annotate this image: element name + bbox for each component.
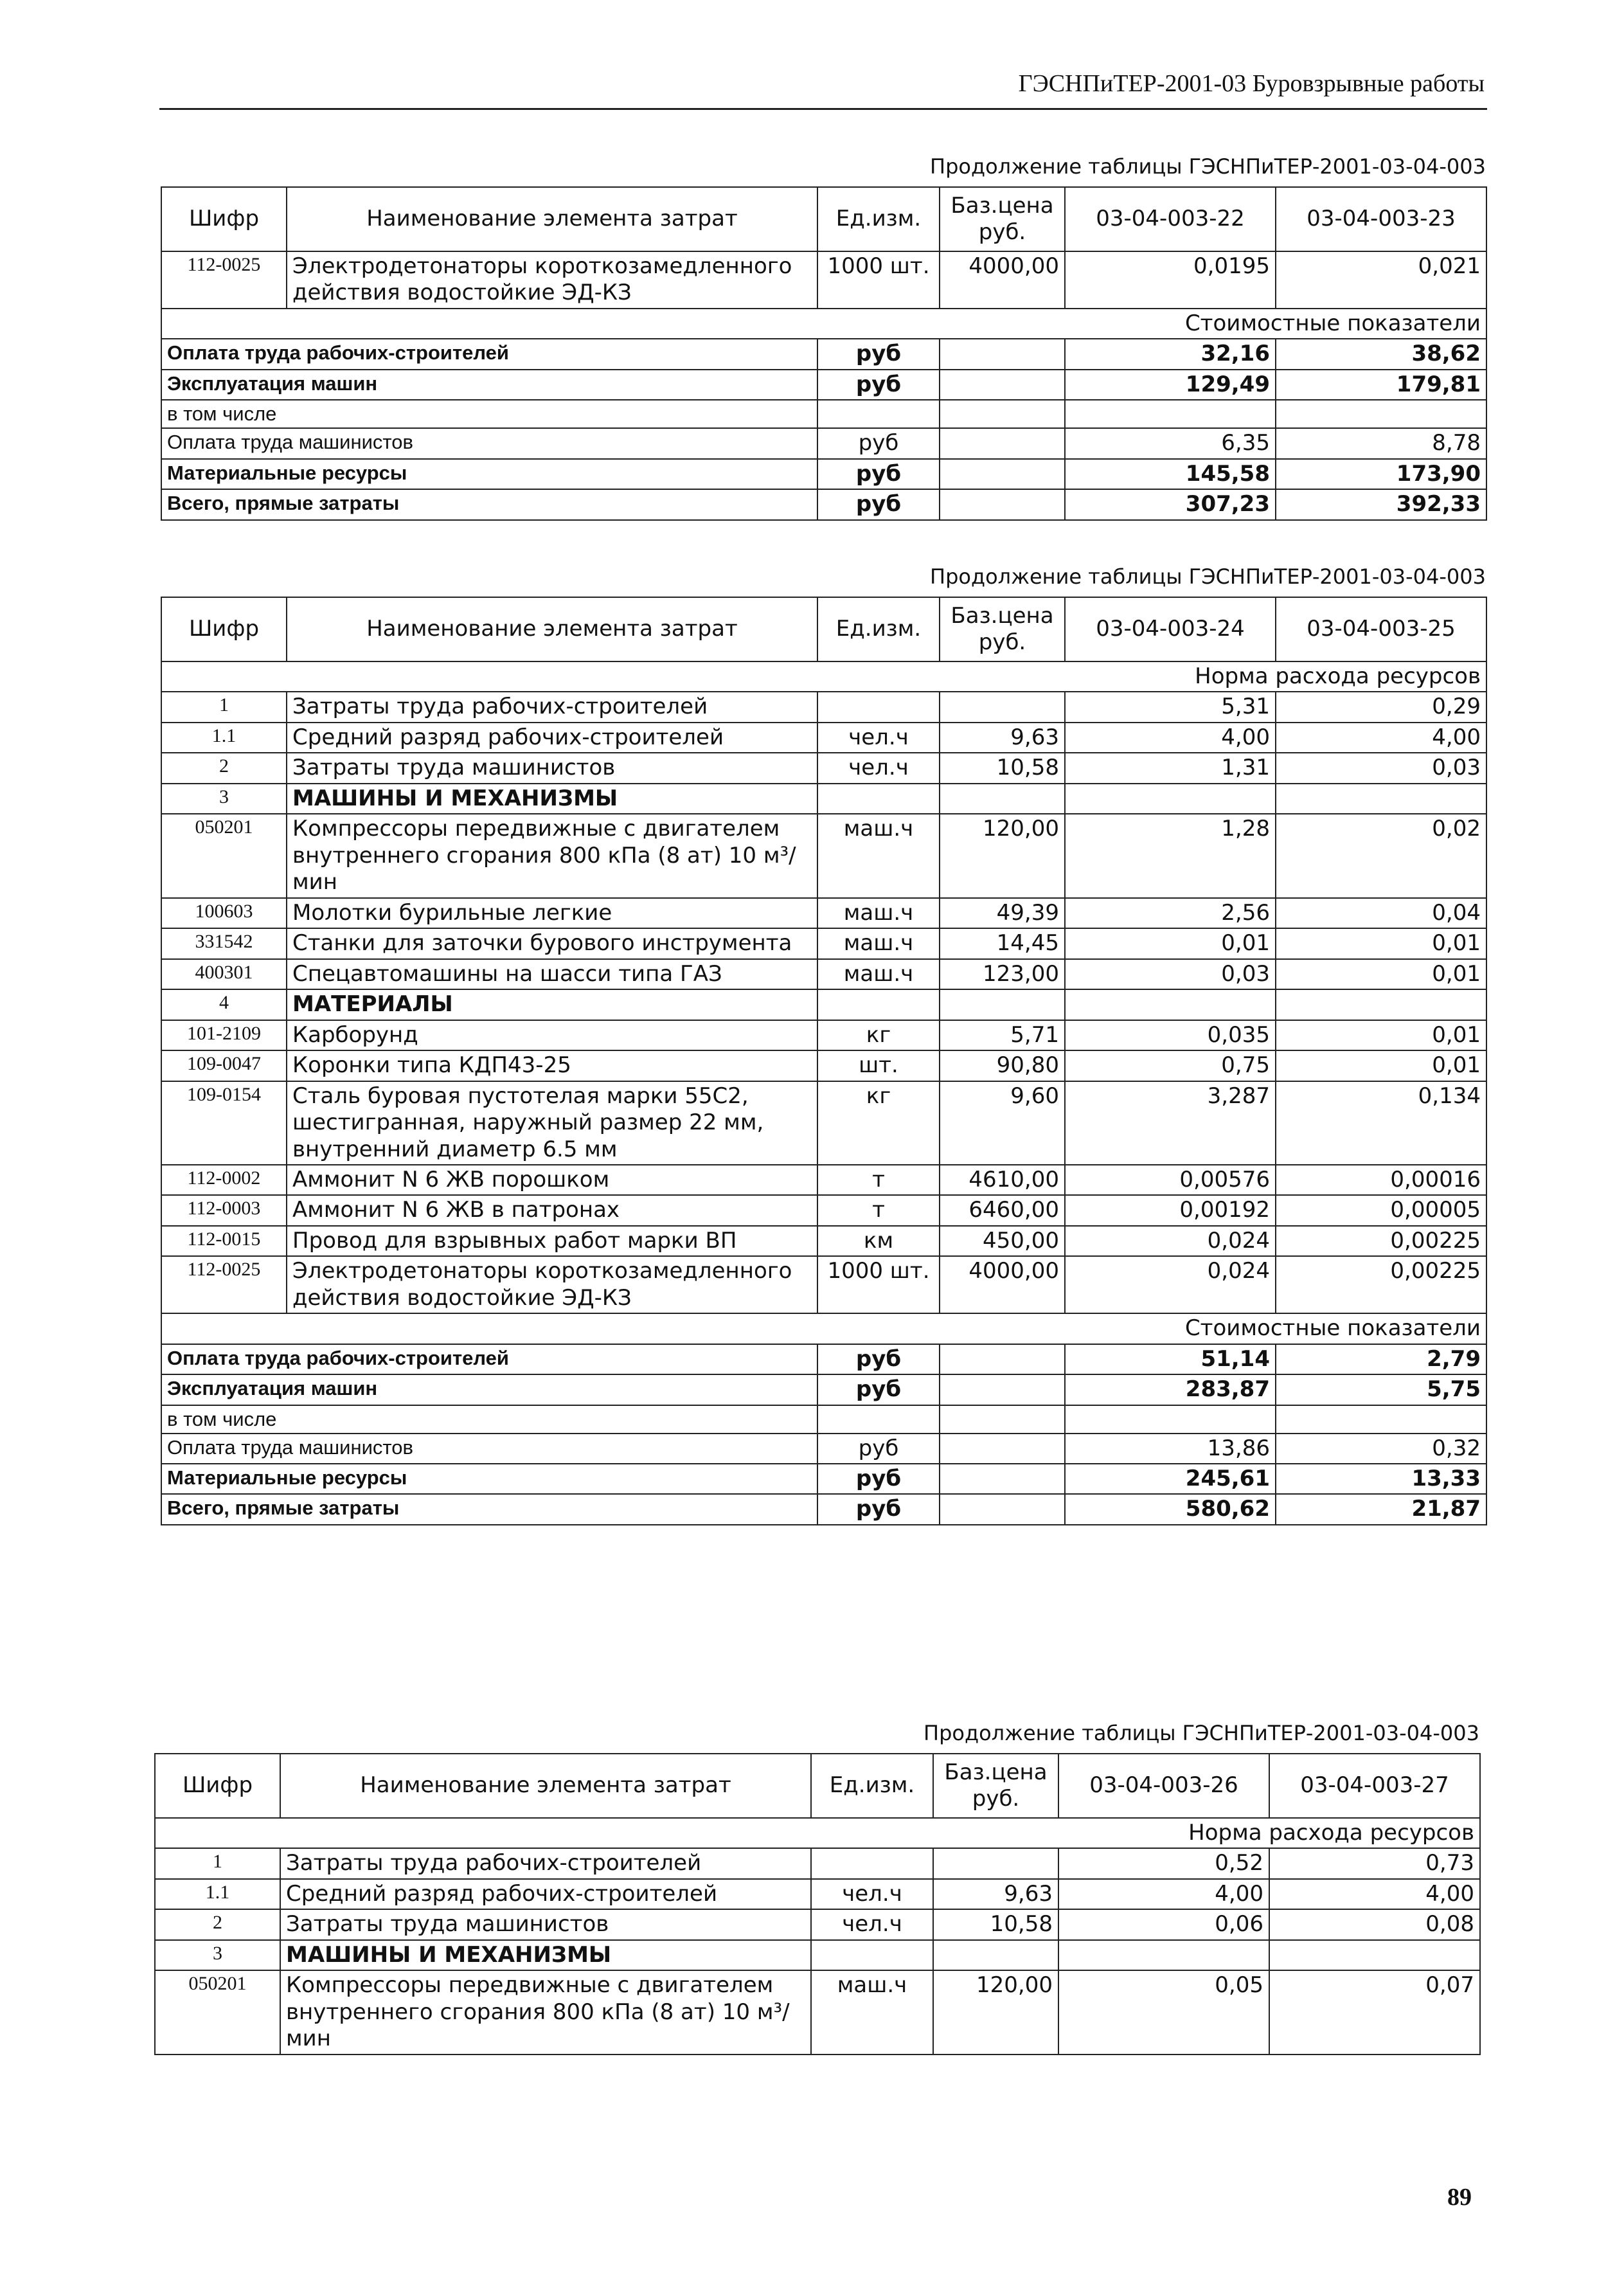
table-row [155,1909,1480,1939]
table-row [155,1879,1480,1909]
row-price: 14,45 [940,928,1065,958]
cost-label: Материальные ресурсы [161,1464,817,1494]
cost-price-empty [940,1405,1065,1434]
row-code: 050201 [155,1970,280,2054]
row-value-b: 0,07 [1269,1970,1480,2054]
row-code: 112-0025 [161,1256,287,1313]
row-code: 331542 [161,928,287,958]
row-code: 050201 [161,814,287,897]
row-price: 90,80 [940,1050,1065,1081]
cost-unit: руб [817,1344,940,1374]
cost-value-b: 38,62 [1276,339,1486,369]
row-value-b: 0,00016 [1276,1165,1486,1195]
row-price: 10,58 [940,753,1065,783]
row-value-a [1065,784,1276,814]
cost-label: Всего, прямые затраты [161,1494,817,1524]
row-code: 3 [161,784,287,814]
col-unit-header: Ед.изм. [811,1754,933,1818]
row-code: 4 [161,989,287,1020]
cost-unit: руб [817,1374,940,1405]
col-code-header: Шифр [161,597,287,661]
col-b-header: 03-04-003-23 [1276,187,1486,251]
row-price: 9,63 [933,1879,1058,1909]
cost-value-a: 129,49 [1065,370,1276,400]
cost-value-b: 173,90 [1276,459,1486,489]
cost-value-a: 145,58 [1065,459,1276,489]
row-code: 112-0025 [161,251,287,309]
cost-value-b [1276,400,1486,428]
cost-value-b: 179,81 [1276,370,1486,400]
row-value-a: 0,00192 [1065,1195,1276,1225]
row-price [933,1848,1058,1878]
row-unit: т [817,1195,940,1225]
cost-unit: руб [817,1434,940,1464]
row-name: Средний разряд рабочих-строителей [287,723,817,753]
cost-price-empty [940,1344,1065,1374]
row-code: 112-0015 [161,1226,287,1256]
cost-label: Оплата труда машинистов [161,428,817,458]
row-price: 120,00 [933,1970,1058,2054]
cost-row-machines [161,370,1486,400]
cost-value-a: 580,62 [1065,1494,1276,1524]
row-name: МАШИНЫ И МЕХАНИЗМЫ [280,1940,811,1970]
row-unit: чел.ч [811,1879,933,1909]
row-name: Станки для заточки бурового инструмента [287,928,817,958]
row-value-a: 0,06 [1058,1909,1269,1939]
cost-row-operators [161,428,1486,458]
row-value-a: 2,56 [1065,898,1276,928]
cost-value-a: 13,86 [1065,1434,1276,1464]
row-price: 9,60 [940,1081,1065,1165]
table-row [155,1970,1480,2054]
table-row [161,1195,1486,1225]
cost-price-empty [940,1374,1065,1405]
row-value-b: 0,01 [1276,1020,1486,1050]
row-unit [817,692,940,722]
row-code: 2 [155,1909,280,1939]
row-name: Затраты труда машинистов [287,753,817,783]
cost-unit: руб [817,489,940,519]
cost-label: в том числе [161,1405,817,1434]
norm-section-header: Норма расхода ресурсов [155,1818,1480,1848]
row-unit: км [817,1226,940,1256]
row-price: 6460,00 [940,1195,1065,1225]
col-price-header: Баз.цена руб. [933,1754,1058,1818]
cost-price-empty [940,489,1065,519]
row-code: 100603 [161,898,287,928]
cost-price-empty [940,1434,1065,1464]
row-value-b: 0,01 [1276,1050,1486,1081]
cost-row-materials [161,1464,1486,1494]
cost-value-a [1065,1405,1276,1434]
cost-row-labor [161,339,1486,369]
cost-row-labor [161,1344,1486,1374]
cost-section-header: Стоимостные показатели [161,1313,1486,1344]
table3-caption: Продолжение таблицы ГЭСНПиТЕР-2001-03-04-003 [924,1721,1479,1745]
row-value-b: 0,00225 [1276,1256,1486,1313]
table2 [161,597,1487,1525]
row-name: Спецавтомашины на шасси типа ГАЗ [287,959,817,989]
cost-price-empty [940,370,1065,400]
cost-value-a: 283,87 [1065,1374,1276,1405]
norm-section-header: Норма расхода ресурсов [161,661,1486,692]
table-row [161,1165,1486,1195]
row-price: 5,71 [940,1020,1065,1050]
row-value-a [1065,989,1276,1020]
table-row [161,1226,1486,1256]
row-unit [817,989,940,1020]
cost-value-a: 6,35 [1065,428,1276,458]
col-name-header: Наименование элемента затрат [287,187,817,251]
row-value-a: 1,28 [1065,814,1276,897]
table-row [161,898,1486,928]
row-unit [817,784,940,814]
row-name: Аммонит N 6 ЖВ порошком [287,1165,817,1195]
row-value-b: 0,29 [1276,692,1486,722]
cost-value-a [1065,400,1276,428]
row-price [940,989,1065,1020]
table-row [161,928,1486,958]
row-value-a: 5,31 [1065,692,1276,722]
col-code-header: Шифр [161,187,287,251]
table-row [155,1848,1480,1878]
row-unit: 1000 шт. [817,1256,940,1313]
row-unit: шт. [817,1050,940,1081]
row-name: МАШИНЫ И МЕХАНИЗМЫ [287,784,817,814]
cost-unit: руб [817,370,940,400]
row-unit [811,1940,933,1970]
row-name: МАТЕРИАЛЫ [287,989,817,1020]
cost-value-a: 307,23 [1065,489,1276,519]
row-name: Электродетонаторы короткозамедленного действия водостойкие ЭД-КЗ [287,251,817,309]
cost-value-a: 51,14 [1065,1344,1276,1374]
col-unit-header: Ед.изм. [817,597,940,661]
row-value-b: 0,01 [1276,959,1486,989]
table-row [161,814,1486,897]
row-unit: кг [817,1081,940,1165]
row-name: Компрессоры передвижные с двигателем внутреннего сгорания 800 кПа (8 ат) 10 м³/мин [280,1970,811,2054]
cost-unit: руб [817,459,940,489]
cost-unit: руб [817,339,940,369]
cost-label: Эксплуатация машин [161,370,817,400]
table-row [161,753,1486,783]
table1-caption: Продолжение таблицы ГЭСНПиТЕР-2001-03-04-003 [930,154,1486,179]
row-value-a: 4,00 [1058,1879,1269,1909]
row-name: Средний разряд рабочих-строителей [280,1879,811,1909]
row-value-b: 0,08 [1269,1909,1480,1939]
cost-price-empty [940,1494,1065,1524]
cost-price-empty [940,400,1065,428]
col-name-header: Наименование элемента затрат [287,597,817,661]
row-name: Карборунд [287,1020,817,1050]
col-a-header: 03-04-003-24 [1065,597,1276,661]
row-name: Молотки бурильные легкие [287,898,817,928]
row-unit: кг [817,1020,940,1050]
row-price: 10,58 [933,1909,1058,1939]
cost-row-including [161,1405,1486,1434]
col-name-header: Наименование элемента затрат [280,1754,811,1818]
row-code: 112-0002 [161,1165,287,1195]
col-price-header: Баз.цена руб. [940,187,1065,251]
col-a-header: 03-04-003-22 [1065,187,1276,251]
col-price-header: Баз.цена руб. [940,597,1065,661]
row-name: Компрессоры передвижные с двигателем внутреннего сгорания 800 кПа (8 ат) 10 м³/мин [287,814,817,897]
row-value-a: 0,52 [1058,1848,1269,1878]
row-name: Аммонит N 6 ЖВ в патронах [287,1195,817,1225]
cost-value-b: 5,75 [1276,1374,1486,1405]
table2-caption: Продолжение таблицы ГЭСНПиТЕР-2001-03-04-003 [930,564,1486,589]
row-price: 4000,00 [940,251,1065,309]
row-code: 3 [155,1940,280,1970]
cost-unit [817,1405,940,1434]
row-value-b [1269,1940,1480,1970]
table3 [154,1753,1481,2055]
row-code: 400301 [161,959,287,989]
row-value-b: 0,021 [1276,251,1486,309]
row-value-b: 0,02 [1276,814,1486,897]
row-value-a: 0,05 [1058,1970,1269,2054]
cost-unit: руб [817,1464,940,1494]
cost-price-empty [940,459,1065,489]
row-name: Сталь буровая пустотелая марки 55С2, шестигранная, наружный размер 22 мм, внутренний диаметр 6.5 мм [287,1081,817,1165]
row-value-a [1058,1940,1269,1970]
row-unit: т [817,1165,940,1195]
row-value-a: 1,31 [1065,753,1276,783]
table1 [161,186,1487,521]
table-row [161,1020,1486,1050]
table-row [161,784,1486,814]
row-price: 9,63 [940,723,1065,753]
cost-label: Оплата труда рабочих-строителей [161,1344,817,1374]
row-value-b: 0,00225 [1276,1226,1486,1256]
row-price: 49,39 [940,898,1065,928]
cost-unit: руб [817,428,940,458]
row-code: 1.1 [155,1879,280,1909]
cost-value-b: 21,87 [1276,1494,1486,1524]
cost-value-b [1276,1405,1486,1434]
row-unit: чел.ч [817,723,940,753]
row-price [940,692,1065,722]
row-value-a: 0,75 [1065,1050,1276,1081]
row-value-b: 0,03 [1276,753,1486,783]
page-number: 89 [1447,2184,1472,2211]
cost-row-total [161,489,1486,519]
row-name: Затраты труда машинистов [280,1909,811,1939]
row-name: Электродетонаторы короткозамедленного действия водостойкие ЭД-КЗ [287,1256,817,1313]
row-price [940,784,1065,814]
cost-row-including [161,400,1486,428]
cost-label: Оплата труда рабочих-строителей [161,339,817,369]
col-b-header: 03-04-003-25 [1276,597,1486,661]
row-value-b: 0,01 [1276,928,1486,958]
table-row [161,251,1486,309]
cost-section-header: Стоимостные показатели [161,309,1486,339]
row-code: 2 [161,753,287,783]
table-row [161,692,1486,722]
cost-value-a: 32,16 [1065,339,1276,369]
row-price: 4000,00 [940,1256,1065,1313]
row-code: 1.1 [161,723,287,753]
col-b-header: 03-04-003-27 [1269,1754,1480,1818]
cost-label: в том числе [161,400,817,428]
row-unit: маш.ч [817,959,940,989]
row-name: Затраты труда рабочих-строителей [287,692,817,722]
row-code: 1 [161,692,287,722]
table-row [161,1050,1486,1081]
row-value-a: 0,024 [1065,1256,1276,1313]
cost-price-empty [940,428,1065,458]
cost-label: Всего, прямые затраты [161,489,817,519]
cost-price-empty [940,1464,1065,1494]
row-code: 112-0003 [161,1195,287,1225]
row-code: 1 [155,1848,280,1878]
row-unit: маш.ч [811,1970,933,2054]
table-row [161,959,1486,989]
row-code: 109-0154 [161,1081,287,1165]
cost-price-empty [940,339,1065,369]
col-a-header: 03-04-003-26 [1058,1754,1269,1818]
cost-row-operators [161,1434,1486,1464]
row-value-b [1276,784,1486,814]
cost-row-materials [161,459,1486,489]
cost-row-total [161,1494,1486,1524]
row-value-a: 3,287 [1065,1081,1276,1165]
cost-label: Эксплуатация машин [161,1374,817,1405]
row-price: 120,00 [940,814,1065,897]
row-value-b: 0,134 [1276,1081,1486,1165]
row-price: 4610,00 [940,1165,1065,1195]
row-value-b: 4,00 [1276,723,1486,753]
row-value-a: 0,024 [1065,1226,1276,1256]
header-rule [159,108,1487,110]
cost-value-b: 13,33 [1276,1464,1486,1494]
row-code: 101-2109 [161,1020,287,1050]
row-value-b: 4,00 [1269,1879,1480,1909]
cost-value-b: 8,78 [1276,428,1486,458]
running-title: ГЭСНПиТЕР-2001-03 Буровзрывные работы [1018,70,1485,97]
row-code: 109-0047 [161,1050,287,1081]
cost-value-b: 2,79 [1276,1344,1486,1374]
row-name: Коронки типа КДП43-25 [287,1050,817,1081]
col-unit-header: Ед.изм. [817,187,940,251]
row-value-a: 0,03 [1065,959,1276,989]
row-value-b [1276,989,1486,1020]
table-row [155,1940,1480,1970]
row-price [933,1940,1058,1970]
cost-value-b: 0,32 [1276,1434,1486,1464]
cost-label: Материальные ресурсы [161,459,817,489]
row-value-a: 0,00576 [1065,1165,1276,1195]
cost-label: Оплата труда машинистов [161,1434,817,1464]
row-unit: маш.ч [817,928,940,958]
table-row [161,1256,1486,1313]
row-unit: 1000 шт. [817,251,940,309]
row-unit [811,1848,933,1878]
row-name: Затраты труда рабочих-строителей [280,1848,811,1878]
row-value-a: 0,035 [1065,1020,1276,1050]
table-row [161,723,1486,753]
row-value-b: 0,73 [1269,1848,1480,1878]
col-code-header: Шифр [155,1754,280,1818]
row-value-b: 0,00005 [1276,1195,1486,1225]
row-unit: чел.ч [817,753,940,783]
cost-value-a: 245,61 [1065,1464,1276,1494]
row-value-a: 4,00 [1065,723,1276,753]
row-unit: маш.ч [817,898,940,928]
cost-unit: руб [817,1494,940,1524]
row-unit: чел.ч [811,1909,933,1939]
table-row [161,1081,1486,1165]
row-name: Провод для взрывных работ марки ВП [287,1226,817,1256]
row-value-a: 0,0195 [1065,251,1276,309]
cost-unit [817,400,940,428]
cost-value-b: 392,33 [1276,489,1486,519]
row-value-a: 0,01 [1065,928,1276,958]
row-unit: маш.ч [817,814,940,897]
cost-row-machines [161,1374,1486,1405]
row-price: 450,00 [940,1226,1065,1256]
row-price: 123,00 [940,959,1065,989]
row-value-b: 0,04 [1276,898,1486,928]
table-row [161,989,1486,1020]
